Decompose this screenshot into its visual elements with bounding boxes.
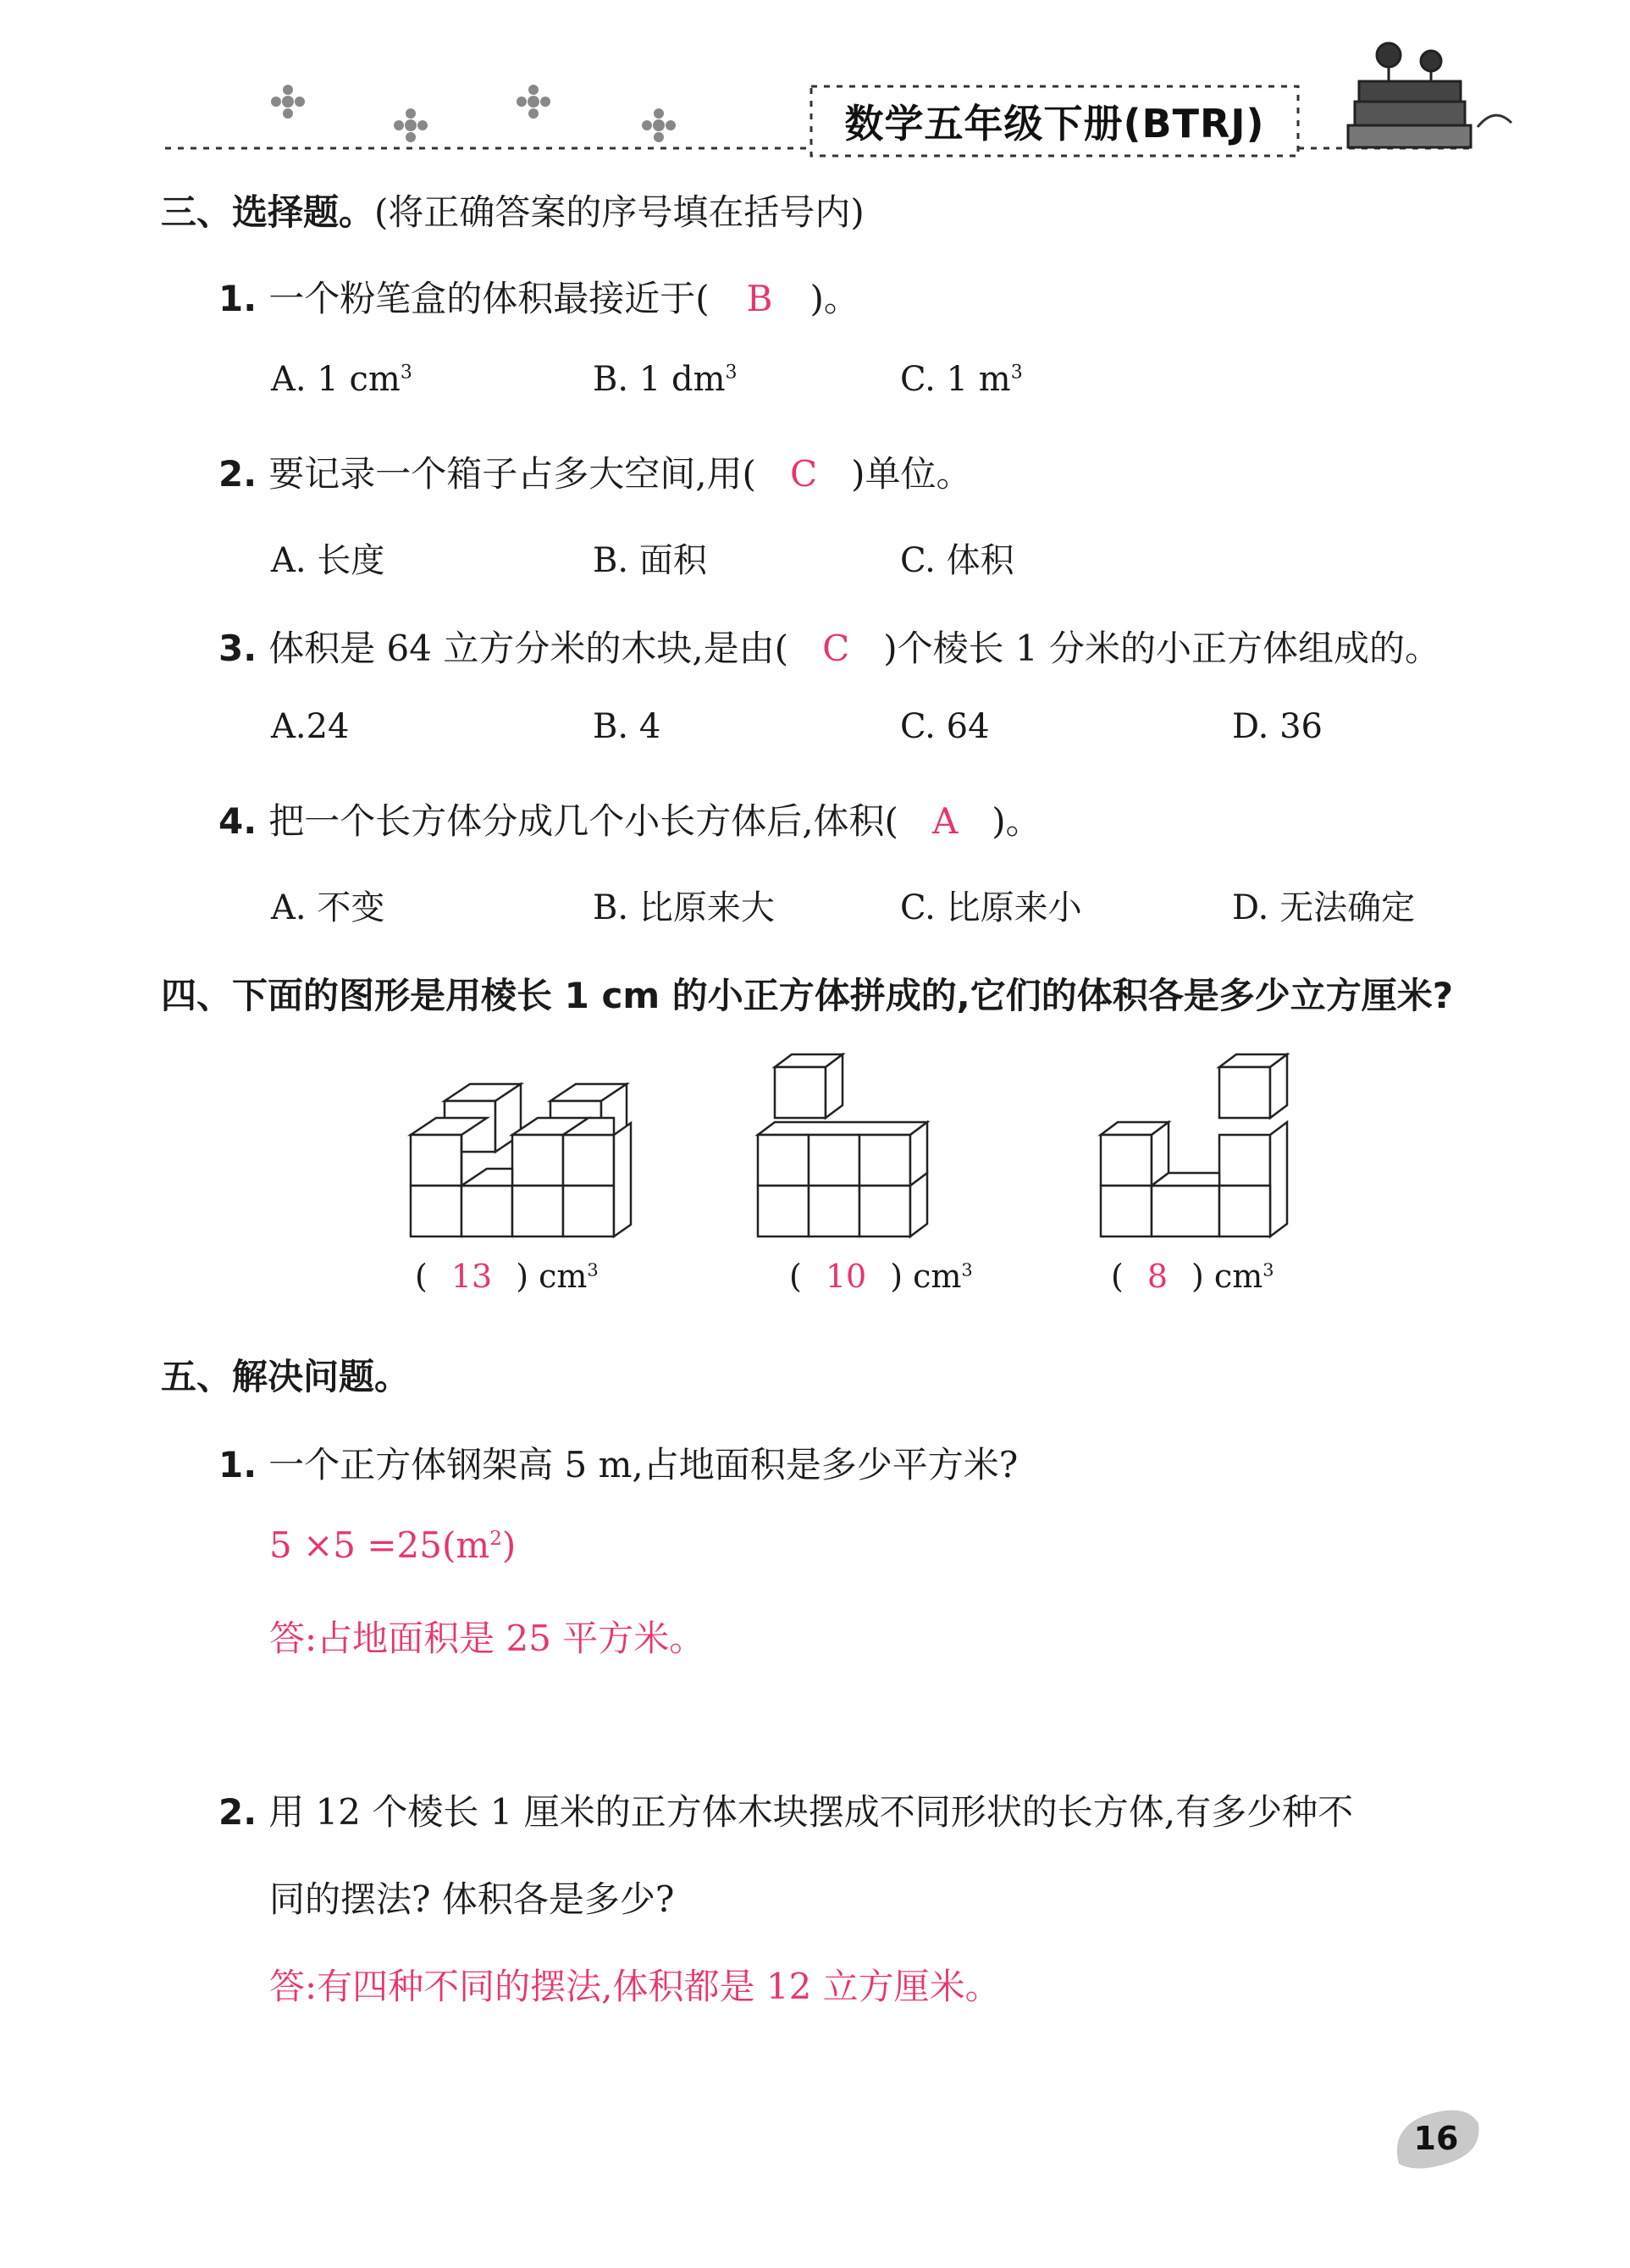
- option-b: B. 比原来大: [593, 888, 775, 927]
- question-2: [218, 446, 971, 497]
- cube-figure-2: [745, 1050, 974, 1262]
- problem-2-answer: 答:有四种不同的摆法,体积都是 12 立方厘米。: [269, 1966, 1001, 2007]
- problem-text: 一个正方体钢架高 5 m,占地面积是多少平方米?: [268, 1444, 1019, 1485]
- question-number: 4.: [218, 800, 257, 842]
- problem-number: 2.: [218, 1791, 257, 1833]
- option-d: D. 无法确定: [1232, 888, 1416, 927]
- answer-mark: A: [931, 800, 959, 842]
- question-4: [218, 794, 1042, 844]
- option-c: C. 64: [900, 707, 990, 746]
- flower-icon: [394, 108, 428, 142]
- option-c: C. 体积: [900, 541, 1014, 580]
- books-kids-illustration: [1348, 43, 1511, 147]
- option-c: C. 1 $m^3$: [900, 360, 1023, 399]
- problem-text: 用 12 个棱长 1 厘米的正方体木块摆成不同形状的长方体,有多少种不: [268, 1791, 1354, 1833]
- question-text: 一个粉笔盒的体积最接近于(: [268, 278, 710, 319]
- option-a: A.24: [271, 707, 350, 746]
- problem-1-calculation: $5 \times 5 =25(m^2)$: [269, 1524, 517, 1566]
- question-text-end: )单位。: [851, 453, 972, 495]
- question-text: 要记录一个箱子占多大空间,用(: [268, 453, 756, 495]
- question-1: [218, 271, 859, 322]
- flower-icon: [517, 85, 550, 119]
- problem-1-answer: 答:占地面积是 25 平方米。: [269, 1618, 705, 1659]
- question-text: 把一个长方体分成几个小长方体后,体积(: [268, 800, 898, 842]
- figure-answer: 10: [825, 1258, 867, 1295]
- problem-2: [218, 1784, 1353, 1835]
- option-b: B. 4: [593, 707, 661, 746]
- answer-mark: C: [789, 453, 818, 495]
- figure-answer: 8: [1147, 1258, 1169, 1295]
- option-a: A. 长度: [271, 541, 385, 580]
- question-number: 2.: [218, 453, 257, 495]
- question-text-end: )个棱长 1 分米的小正方体组成的。: [883, 628, 1441, 669]
- problem-1: [218, 1437, 1018, 1488]
- page-number: 16: [1413, 2120, 1459, 2157]
- option-b: B. 1 $dm^3$: [593, 360, 738, 399]
- question-number: 3.: [218, 628, 257, 669]
- answer-mark: B: [746, 278, 773, 319]
- section3-note: (将正确答案的序号填在括号内): [374, 191, 865, 233]
- cube-figure-1: [398, 1076, 635, 1262]
- problem-number: 1.: [218, 1444, 257, 1485]
- figure-2-caption: ( 10 ) $cm^3$: [789, 1258, 973, 1295]
- cube-figure-3: [1092, 1050, 1312, 1262]
- answer-mark: C: [822, 628, 850, 669]
- section3-title: [161, 185, 865, 235]
- question-text: 体积是 64 立方分米的木块,是由(: [268, 628, 789, 669]
- figure-3-caption: ( 8 ) $cm^3$: [1111, 1258, 1274, 1295]
- section3-heading: 三、选择题。: [161, 191, 375, 233]
- problem-2-text-line2: 同的摆法? 体积各是多少?: [269, 1878, 675, 1920]
- option-c: C. 比原来小: [900, 888, 1082, 927]
- option-a: A. 不变: [271, 888, 385, 927]
- option-b: B. 面积: [593, 541, 707, 580]
- book-title: 数学五年级下册(BTRJ): [844, 101, 1265, 147]
- section4-title: 四、下面的图形是用棱长 1 cm 的小正方体拼成的,它们的体积各是多少立方厘米?: [161, 975, 1454, 1016]
- section5-title: 五、解决问题。: [161, 1356, 411, 1397]
- option-d: D. 36: [1232, 707, 1323, 746]
- figure-answer: 13: [450, 1258, 493, 1295]
- question-text-end: )。: [809, 278, 859, 319]
- question-text-end: )。: [992, 800, 1042, 842]
- figure-1-caption: ( 13 ) $cm^3$: [415, 1258, 599, 1295]
- question-number: 1.: [218, 278, 257, 319]
- flower-icon: [642, 108, 676, 142]
- option-a: A. 1 $cm^3$: [271, 360, 412, 399]
- flower-icon: [271, 85, 305, 119]
- question-3: [218, 621, 1440, 672]
